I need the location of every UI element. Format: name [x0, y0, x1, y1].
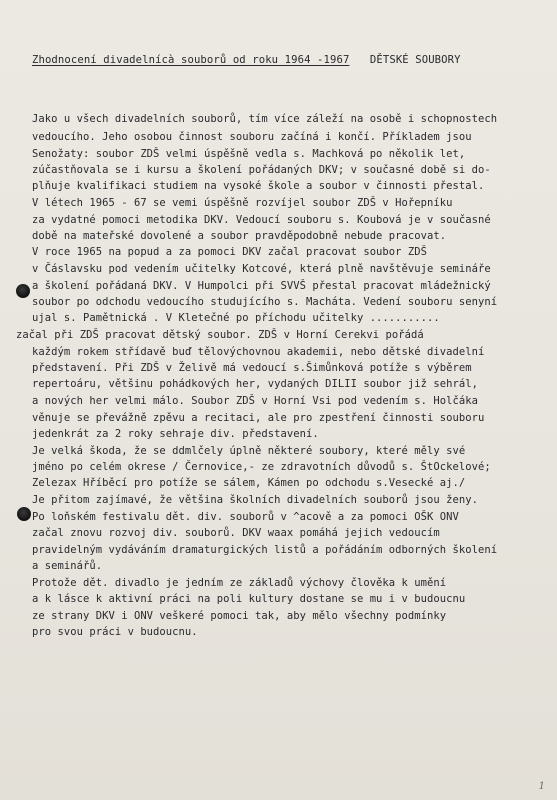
text-line: v Čáslavsku pod vedením učitelky Kotcové, která plně navštěvuje semináře — [32, 263, 491, 275]
text-line: V roce 1965 na popud a za pomoci DKV začal pracovat soubor ZDŠ — [32, 246, 428, 258]
punch-hole — [16, 284, 30, 298]
page-number: 1 — [538, 781, 545, 792]
document-heading — [32, 54, 542, 66]
text-line: začal znovu rozvoj div. souborů. DKV waax pomáhá jejich vedoucím — [32, 527, 440, 539]
heading-category: DĚTSKÉ SOUBORY — [369, 54, 461, 66]
text-line: Po loňském festivalu dět. div. souborů v ^acově a za pomoci OŠK ONV — [32, 511, 459, 523]
text-line: věnuje se převážně zpěvu a recitaci, ale pro zpestření činnosti souboru — [32, 412, 485, 424]
text-line: V létech 1965 - 67 se vemi úspěšně rozvíjel soubor ZDŠ v Hořepníku — [32, 197, 453, 209]
text-line: a seminářů. — [32, 560, 103, 572]
punch-hole — [17, 507, 31, 521]
text-line: jedenkrát za 2 roky sehraje div. představení. — [32, 428, 319, 440]
text-line: zúčastňovala se i kursu a školení pořádaných DKV; v současné době si do- — [32, 164, 491, 176]
text-line: repertoáru, většinu pohádkových her, vydaných DILII soubor již sehrál, — [32, 378, 479, 390]
text-line: Senožaty: soubor ZDŠ velmi úspěšně vedla s. Machková po několik let, — [32, 148, 466, 160]
text-line: ze strany DKV i ONV veškeré pomoci tak, aby mělo všechny podmínky — [32, 610, 447, 622]
text-line: plňuje kvalifikaci studiem na vysoké škole a soubor v činnosti přestal. — [32, 180, 485, 192]
text-line: Jako u všech divadelních souborů, tím více záleží na osobě i schopnostech — [32, 113, 498, 125]
text-line: Je velká škoda, že se ddmlčely úplně některé soubory, které měly své — [32, 445, 466, 457]
text-line: a nových her velmi málo. Soubor ZDŠ v Horní Vsi pod vedením s. Holčáka — [32, 395, 479, 407]
text-line: začal při ZDŠ pracovat dětský soubor. ZDŠ v Horní Cerekvi pořádá — [16, 329, 424, 341]
text-line: době na mateřské dovolené a soubor pravděpodobně nebude pracovat. — [32, 230, 447, 242]
heading-title: Zhodnocení divadelnícà souborů od roku 1964 -1967 — [32, 54, 350, 66]
text-line: Protože dět. divadlo je jedním ze základů výchovy člověka k umění — [32, 577, 447, 589]
text-line: Je přitom zajímavé, že většina školních divadelních souborů jsou ženy. — [32, 494, 479, 506]
text-line: vedoucího. Jeho osobou činnost souboru začíná i končí. Příkladem jsou — [32, 131, 472, 143]
text-line: každým rokem střídavě buď tělovýchovnou akademii, nebo dětské divadelní — [32, 346, 485, 358]
text-line: představení. Při ZDŠ v Želivě má vedoucí s.Šimůnková potíže s výběrem — [32, 362, 472, 374]
text-line: jméno po celém okrese / Černovice,- ze zdravotních důvodů s. ŠtOckelové; — [32, 461, 491, 473]
text-line: a k lásce k aktivní práci na poli kultury dostane se mu i v budoucnu — [32, 593, 466, 605]
text-line: pro svou práci v budoucnu. — [32, 626, 198, 638]
text-line: soubor po odchodu vedoucího studujícího s. Macháta. Vedení souboru senyní — [32, 296, 498, 308]
text-line: a školení pořádaná DKV. V Humpolci při SVVŠ přestal pracovat mládežnický — [32, 280, 491, 292]
text-line: Zelezax Hříběcí pro potíže se sálem, Kámen po odchodu s.Vesecké aj./ — [32, 477, 466, 489]
text-line: pravidelným vydáváním dramaturgických listů a pořádáním odborných školení — [32, 544, 498, 556]
text-line: za vydatné pomoci metodika DKV. Vedoucí souboru s. Koubová je v současné — [32, 214, 491, 226]
text-line: ujal s. Pamětnická . V Kletečné po příchodu učitelky ........... — [32, 312, 440, 324]
